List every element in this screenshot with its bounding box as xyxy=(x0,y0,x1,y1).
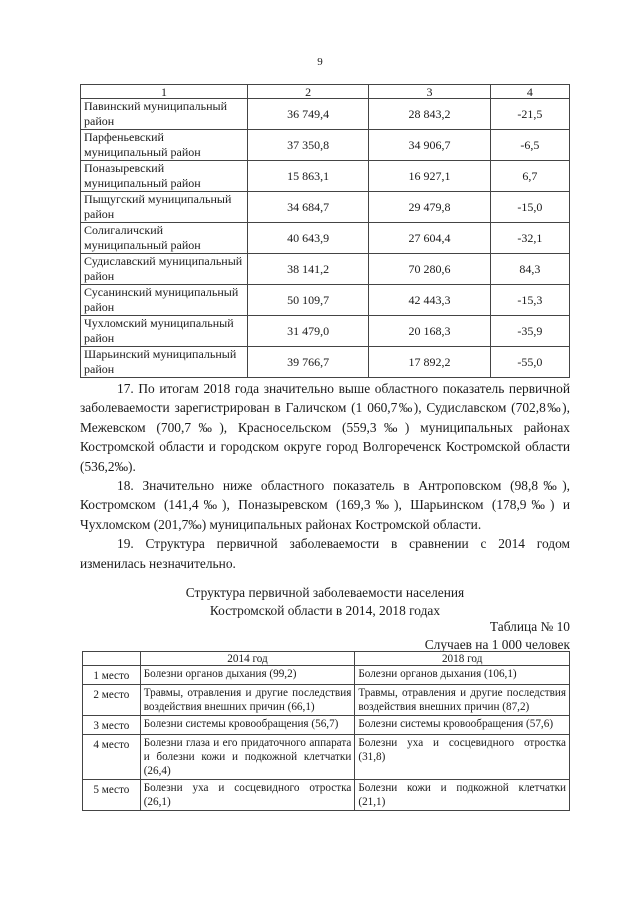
change-cell: 84,3 xyxy=(490,254,569,285)
districts-table xyxy=(80,84,570,378)
disease-2018: Болезни кожи и подкожной клетчатки (21,1) xyxy=(355,780,570,811)
change-cell: -15,3 xyxy=(490,285,569,316)
disease-2014: Травмы, отравления и другие последствия воздействия внешних причин (66,1) xyxy=(140,685,355,716)
table-row xyxy=(83,735,570,780)
district-name: Поназыревский муниципальный район xyxy=(81,161,248,192)
table-row xyxy=(83,716,570,735)
paragraph: 19. Структура первичной заболеваемости в сравнении с 2014 годом изменилась незначительно. xyxy=(80,536,570,571)
value-cell: 37 350,8 xyxy=(248,130,369,161)
table-header-row xyxy=(83,652,570,666)
column-header: 3 xyxy=(369,85,490,99)
disease-2018: Болезни органов дыхания (106,1) xyxy=(355,666,570,685)
morbidity-structure-table xyxy=(82,651,570,811)
value-cell: 31 479,0 xyxy=(248,316,369,347)
table10-title-line: Костромской области в 2014, 2018 годах xyxy=(209,603,441,618)
district-name: Парфеньевский муниципальный район xyxy=(81,130,248,161)
rank-cell: 4 место xyxy=(83,735,141,780)
table-row xyxy=(81,161,570,192)
table-row xyxy=(81,285,570,316)
disease-2014: Болезни глаза и его придаточного аппарата и болезни кожи и подкожной клетчатки (26,4) xyxy=(140,735,355,780)
change-cell: -32,1 xyxy=(490,223,569,254)
value-cell: 36 749,4 xyxy=(248,99,369,130)
value-cell: 16 927,1 xyxy=(369,161,490,192)
value-cell: 28 843,2 xyxy=(369,99,490,130)
value-cell: 70 280,6 xyxy=(369,254,490,285)
rank-cell: 2 место xyxy=(83,685,141,716)
page-number: 9 xyxy=(317,56,323,68)
disease-2014: Болезни уха и сосцевидного отростка (26,1) xyxy=(140,780,355,811)
table-row xyxy=(81,254,570,285)
value-cell: 29 479,8 xyxy=(369,192,490,223)
disease-2018: Травмы, отравления и другие последствия воздействия внешних причин (87,2) xyxy=(355,685,570,716)
table10-label: Таблица № 10 xyxy=(489,619,570,634)
table-header-row xyxy=(81,85,570,99)
district-name: Чухломский муниципальный район xyxy=(81,316,248,347)
table-row xyxy=(81,347,570,378)
disease-2014: Болезни системы кровообращения (56,7) xyxy=(140,716,355,735)
rank-cell: 1 место xyxy=(83,666,141,685)
table-row xyxy=(81,99,570,130)
value-cell: 17 892,2 xyxy=(369,347,490,378)
rank-cell: 3 место xyxy=(83,716,141,735)
column-header: 2014 год xyxy=(140,652,355,666)
value-cell: 34 684,7 xyxy=(248,192,369,223)
table10-unit: Случаев на 1 000 человек xyxy=(424,637,570,652)
value-cell: 40 643,9 xyxy=(248,223,369,254)
district-name: Павинский муниципальный район xyxy=(81,99,248,130)
change-cell: -6,5 xyxy=(490,130,569,161)
value-cell: 42 443,3 xyxy=(369,285,490,316)
change-cell: -35,9 xyxy=(490,316,569,347)
disease-2018: Болезни уха и сосцевидного отростка (31,8) xyxy=(355,735,570,780)
district-name: Сусанинский муниципальный район xyxy=(81,285,248,316)
table10-caption xyxy=(425,618,570,654)
paragraph: 17. По итогам 2018 года значительно выше областного показатель первичной заболеваемости зарегистрирован в Галичском (1 060,7‰), Судиславском (702,8‰), Межевском (700,7‰), Красносельском (559,3‰) муниципальных районах Костромской области и городском округе город Волгореченск Костромской области (536,2‰). xyxy=(80,381,570,474)
value-cell: 39 766,7 xyxy=(248,347,369,378)
table-row xyxy=(81,130,570,161)
district-name: Солигаличский муниципальный район xyxy=(81,223,248,254)
table-row xyxy=(81,316,570,347)
table10-title-line: Структура первичной заболеваемости населения xyxy=(185,585,465,600)
table-row xyxy=(83,666,570,685)
value-cell: 15 863,1 xyxy=(248,161,369,192)
change-cell: -55,0 xyxy=(490,347,569,378)
body-text xyxy=(80,379,570,573)
district-name: Судиславский муниципальный район xyxy=(81,254,248,285)
column-header xyxy=(83,652,141,666)
change-cell: -21,5 xyxy=(490,99,569,130)
district-name: Шарьинский муниципальный район xyxy=(81,347,248,378)
table-row xyxy=(81,223,570,254)
value-cell: 34 906,7 xyxy=(369,130,490,161)
table-row xyxy=(81,192,570,223)
table10-title xyxy=(80,584,570,620)
column-header: 1 xyxy=(81,85,248,99)
change-cell: 6,7 xyxy=(490,161,569,192)
disease-2018: Болезни системы кровообращения (57,6) xyxy=(355,716,570,735)
rank-cell: 5 место xyxy=(83,780,141,811)
column-header: 2 xyxy=(248,85,369,99)
district-name: Пыщугский муниципальный район xyxy=(81,192,248,223)
table-row xyxy=(83,685,570,716)
value-cell: 20 168,3 xyxy=(369,316,490,347)
value-cell: 27 604,4 xyxy=(369,223,490,254)
paragraph: 18. Значительно ниже областного показатель в Антроповском (98,8‰), Костромском (141,4‰), Поназыревском (169,3‰), Шарьинском (178,9‰) и Чухломском (201,7‰) муниципальных районах Костромской области. xyxy=(80,478,570,532)
column-header: 2018 год xyxy=(355,652,570,666)
value-cell: 50 109,7 xyxy=(248,285,369,316)
table-row xyxy=(83,780,570,811)
column-header: 4 xyxy=(490,85,569,99)
value-cell: 38 141,2 xyxy=(248,254,369,285)
change-cell: -15,0 xyxy=(490,192,569,223)
disease-2014: Болезни органов дыхания (99,2) xyxy=(140,666,355,685)
